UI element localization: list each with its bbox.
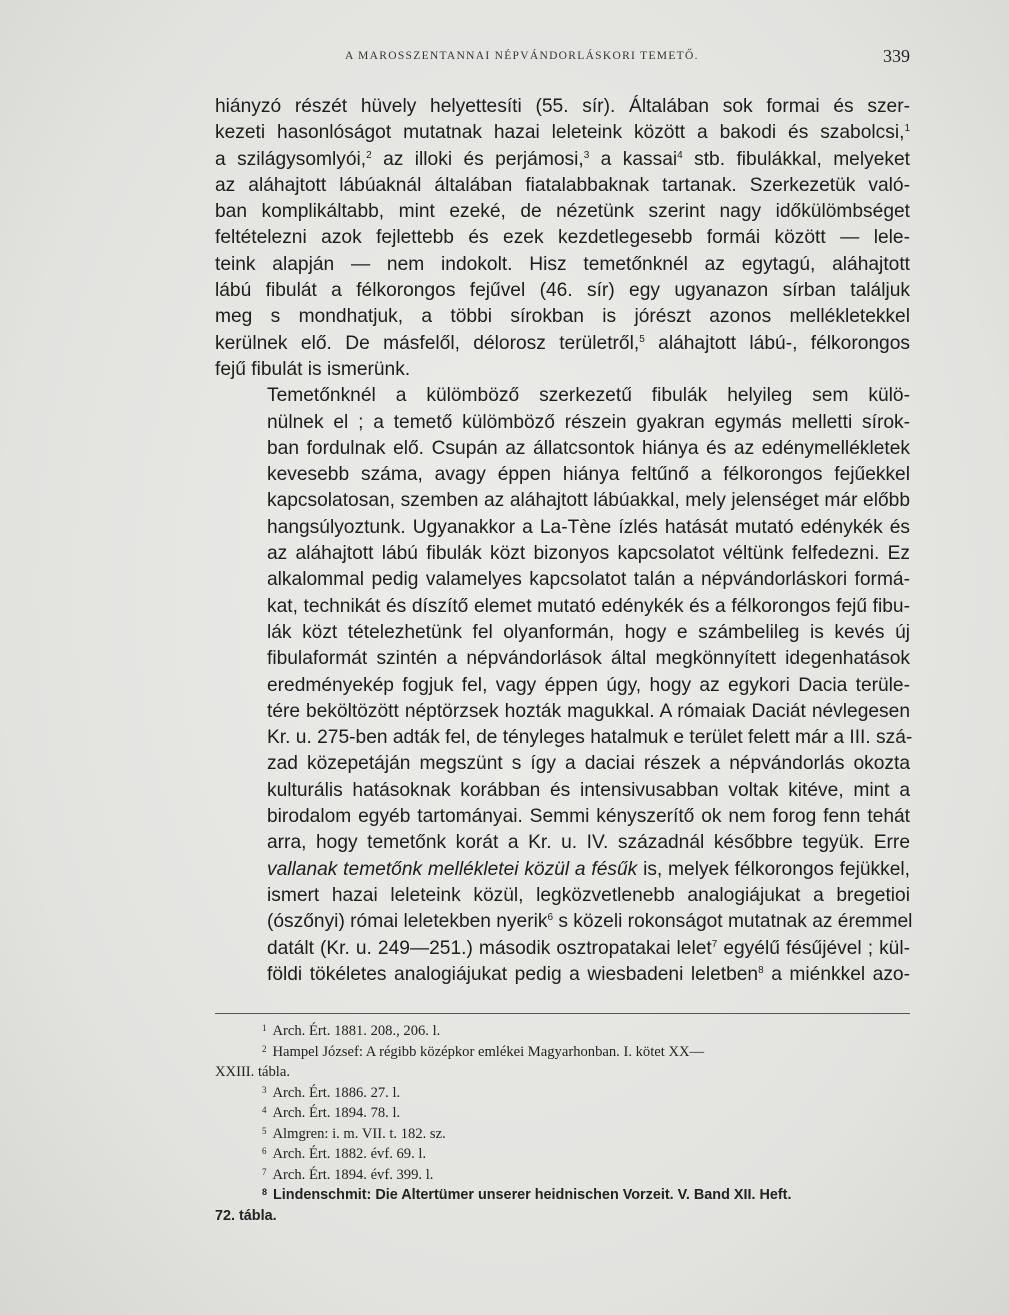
text-line: nülnek el ; a temető külömböző részein gyakran egymás melletti sírok- — [267, 411, 910, 433]
text-line: fejű fibulát is ismerünk. — [215, 358, 411, 380]
text-line: ismert hazai leleteink közül, legközvetlenebb analogiájukat a bregetioi — [267, 884, 910, 906]
footnote-ref: 8 — [758, 964, 764, 976]
footnote-ref: 7 — [711, 938, 718, 950]
footnote-ref: 2 — [366, 149, 372, 161]
text-line: a szilágysomlyói,$^2$ az illoki és perjámosi,$^3$ a kassai$^4$ stb. fibulákkal, melyeket — [215, 148, 910, 170]
footnote-2: $^2$ Hampel József: A régibb középkor emlékei Magyarhonban. I. kötet XX— — [262, 1043, 705, 1060]
text-line: hiányzó részét hüvely helyettesíti (55. sír). Általában sok formai és szer- — [215, 96, 910, 117]
body-text — [215, 94, 913, 988]
text-line: vallanak temetőnk mellékletei közül a fésűk is, melyek félkorongos fejükkel, — [267, 858, 910, 880]
text-line: datált (Kr. u. 249—251.) második osztropatakai lelet$^7$ egyélű fésűjével ; kül- — [267, 937, 910, 959]
text-line: ban komplikáltabb, mint ezeké, de nézetünk szerint nagy időkülömbséget — [215, 201, 910, 223]
footnote-7: $^7$ Arch. Ért. 1894. évf. 399. l. — [262, 1166, 434, 1183]
text-line: alkalommal pedig valamelyes kapcsolatot talán a népvándorláskori formá- — [267, 569, 910, 591]
footnote-ref: 4 — [677, 149, 683, 161]
footnote-2-continued: XXIII. tábla. — [215, 1064, 290, 1080]
text-line: kezeti hasonlóságot mutatnak hazai leleteink között a bakodi és szabolcsi,$^1$ — [215, 122, 910, 144]
paragraph-2 — [215, 383, 913, 988]
text-line: kat, technikát és díszítő elemet mutató edénykék és a félkorongos fejű fibu- — [267, 595, 910, 617]
footnote-8-continued: 72. tábla. — [215, 1207, 277, 1224]
text-line: hangsúlyoztunk. Ugyanakkor a La-Tène ízlés hatását mutató edénykék és — [267, 516, 910, 538]
running-head — [215, 46, 910, 74]
text-line: feltételezni azok fejlettebb és ezek kezdetlegesebb formái között — lele- — [215, 227, 910, 249]
text-line: tére beköltözött néptörzsek hozták magukkal. A rómaiak Daciát névlegesen — [267, 700, 910, 722]
footnotes — [215, 1021, 910, 1226]
text-line: fibulaformát szintén a népvándorlások által megkönnyített idegenhatások — [267, 648, 910, 670]
text-line: az aláhajtott lábúaknál általában fiatalabbaknak tartanak. Szerkezetük való- — [215, 174, 910, 196]
text-line: az aláhajtott lábú fibulák közt bizonyos kapcsolatot véltünk felfedezni. Ez — [267, 543, 910, 565]
footnote-ref: 5 — [639, 333, 645, 345]
footnote-5: $^5$ Almgren: i. m. VII. t. 182. sz. — [262, 1125, 446, 1142]
footnote-ref: 1 — [904, 123, 910, 135]
text-line: lák közt tételezhetünk fel olyanformán, hogy e számbelileg is kevés új — [267, 621, 910, 643]
text-line: eredményekép fogjuk fel, vagy éppen úgy, hogy az egykori Dacia terüle- — [267, 674, 910, 696]
text-line: birodalom egyéb tartományai. Semmi kényszerítő ok nem forog fenn tehát — [267, 806, 910, 828]
text-line: (ószőnyi) római leletekben nyerik$^6$ s közeli rokonságot mutatnak az éremmel — [267, 911, 913, 933]
footnote-divider — [215, 1013, 910, 1014]
footnote-3: $^3$ Arch. Ért. 1886. 27. l. — [262, 1084, 401, 1101]
text-line: kerülnek elő. De másfelől, délorosz területről,$^5$ aláhajtott lábú-, félkorongos — [215, 332, 910, 354]
footnote-ref: 6 — [547, 912, 554, 924]
text-line: Kr. u. 275-ben adták fel, de tényleges hatalmuk e terület felett már a III. szá- — [267, 727, 913, 749]
text-line: földi tökéletes analogiájukat pedig a wiesbadeni leletben$^8$ a miénkkel azo- — [267, 963, 910, 985]
footnote-ref: 3 — [583, 149, 590, 161]
footnote-4: $^4$ Arch. Ért. 1894. 78. l. — [262, 1105, 401, 1121]
text-line: Temetőnknél a külömböző szerkezetű fibulák helyileg sem külö- — [267, 385, 910, 407]
running-title: A MAROSSZENTANNAI NÉPVÁNDORLÁSKORI TEMETŐ. — [345, 50, 699, 62]
text-line: kevesebb száma, avagy éppen hiánya feltűnő a félkorongos fejűekkel — [267, 464, 910, 486]
footnote-8: $^8$ Lindenschmit: Die Altertümer unserer heidnischen Vorzeit. V. Band XII. Heft. — [262, 1187, 792, 1203]
footnote-6: $^6$ Arch. Ért. 1882. évf. 69. l. — [262, 1146, 427, 1162]
footnote-1: $^1$ Arch. Ért. 1881. 208., 206. l. — [262, 1023, 441, 1039]
paragraph-1 — [215, 94, 910, 383]
text-line: ban fordulnak elő. Csupán az állatcsontok hiánya és az edénymellékletek — [267, 437, 910, 459]
text-line: meg s mondhatjuk, a többi sírokban is jórészt azonos mellékletekkel — [215, 306, 910, 328]
text-line: kapcsolatosan, szemben az aláhajtott lábúakkal, mely jelenséget már előbb — [267, 490, 910, 512]
text-line: lábú fibulát a félkorongos fejűvel (46. sír) egy ugyanazon sírban találjuk — [215, 280, 910, 302]
text-line: arra, hogy temetőnk korát a Kr. u. IV. századnál későbbre tegyük. Erre — [267, 832, 910, 854]
page-number: 339 — [883, 46, 910, 66]
text-line: kulturális hatásoknak korábban és intensivusabban voltak kitéve, mint a — [267, 779, 910, 801]
text-line: teink alapján — nem indokolt. Hisz temetőnknél az egytagú, aláhajtott — [215, 253, 910, 275]
emphasis-fesuk: fésűk — [591, 858, 638, 880]
text-line: zad közepetáján megszünt s így a daciai részek a népvándorlás okozta — [267, 753, 910, 775]
